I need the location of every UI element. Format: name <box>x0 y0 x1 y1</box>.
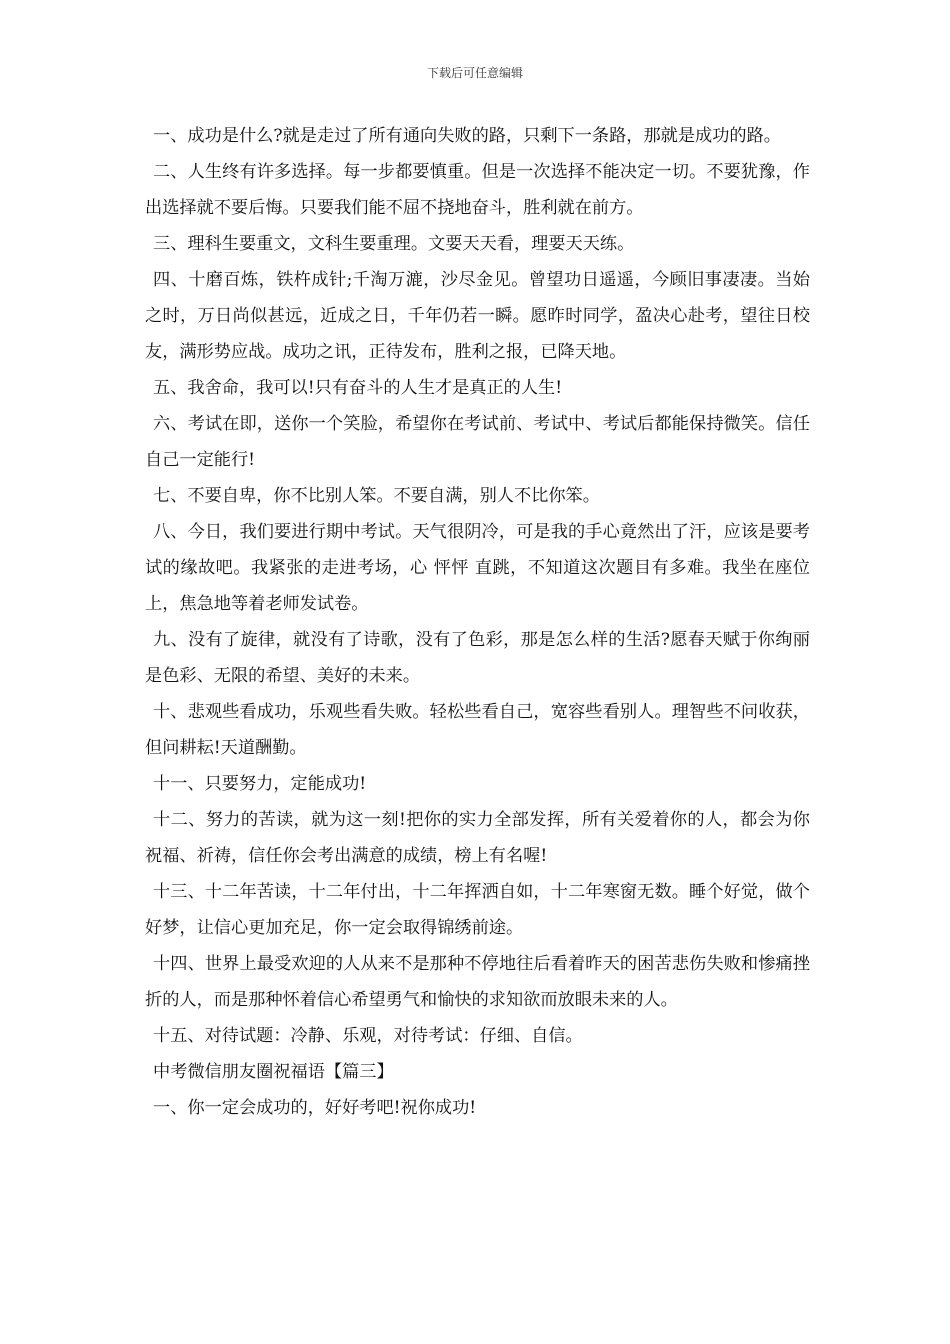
paragraph-3: 三、理科生要重文，文科生要重理。文要天天看，理要天天练。 <box>153 234 635 254</box>
paragraph-9: 九、没有了旋律，就没有了诗歌，没有了色彩，那是怎么样的生活?愿春天赋于你绚丽是色彩、无限的希望、美好的未来。 <box>145 630 810 686</box>
paragraph-1: 一、成功是什么?就是走过了所有通向失败的路，只剩下一条路，那就是成功的路。 <box>153 126 781 146</box>
paragraph-13: 十三、十二年苦读，十二年付出，十二年挥洒自如，十二年寒窗无数。睡个好觉，做个好梦，让信心更加充足，你一定会取得锦绣前途。 <box>145 882 810 938</box>
paragraph-5: 五、我舍命，我可以!只有奋斗的人生才是真正的人生! <box>153 378 563 398</box>
paragraph-7: 七、不要自卑，你不比别人笨。不要自满，别人不比你笨。 <box>153 486 600 506</box>
paragraph-4: 四、十磨百炼，铁杵成针;千淘万漉，沙尽金见。曾望功日遥遥，今顾旧事凄凄。当始之时，万日尚似甚远，近成之日，千年仍若一瞬。愿昨时同学，盈决心赴考，望往日校友，满形势应战。成功之讯，正待发布，胜利之报，已降天地。 <box>145 270 810 362</box>
paragraph-16: 一、你一定会成功的，好好考吧!祝你成功! <box>153 1098 477 1118</box>
paragraph-8: 八、今日，我们要进行期中考试。天气很阴冷，可是我的手心竟然出了汗，应该是要考试的缘故吧。我紧张的走进考场，心 怦怦 直跳，不知道这次题目有多难。我坐在座位上，焦急地等着老师发试卷。 <box>145 522 810 614</box>
paragraph-12: 十二、努力的苦读，就为这一刻!把你的实力全部发挥，所有关爱着你的人，都会为你祝福、祈祷，信任你会考出满意的成绩，榜上有名喔! <box>145 810 810 866</box>
document-body <box>145 118 810 1126</box>
paragraph-14: 十四、世界上最受欢迎的人从来不是那种不停地往后看着昨天的困苦悲伤失败和惨痛挫折的人，而是那种怀着信心希望勇气和愉快的求知欲而放眼未来的人。 <box>145 954 810 1010</box>
page-header: 下载后可任意编辑 <box>426 66 523 80</box>
paragraph-11: 十一、只要努力，定能成功! <box>153 774 367 794</box>
paragraph-2: 二、人生终有许多选择。每一步都要慎重。但是一次选择不能决定一切。不要犹豫，作出选择就不要后悔。只要我们能不屈不挠地奋斗，胜利就在前方。 <box>145 162 810 218</box>
section-heading: 中考微信朋友圈祝福语【篇三】 <box>153 1062 394 1082</box>
paragraph-15: 十五、对待试题：冷静、乐观，对待考试：仔细、自信。 <box>153 1026 583 1046</box>
paragraph-10: 十、悲观些看成功，乐观些看失败。轻松些看自己，宽容些看别人。理智些不问收获，但问耕耘!天道酬勤。 <box>145 702 810 758</box>
paragraph-6: 六、考试在即，送你一个笑脸，希望你在考试前、考试中、考试后都能保持微笑。信任自己一定能行! <box>145 414 810 470</box>
